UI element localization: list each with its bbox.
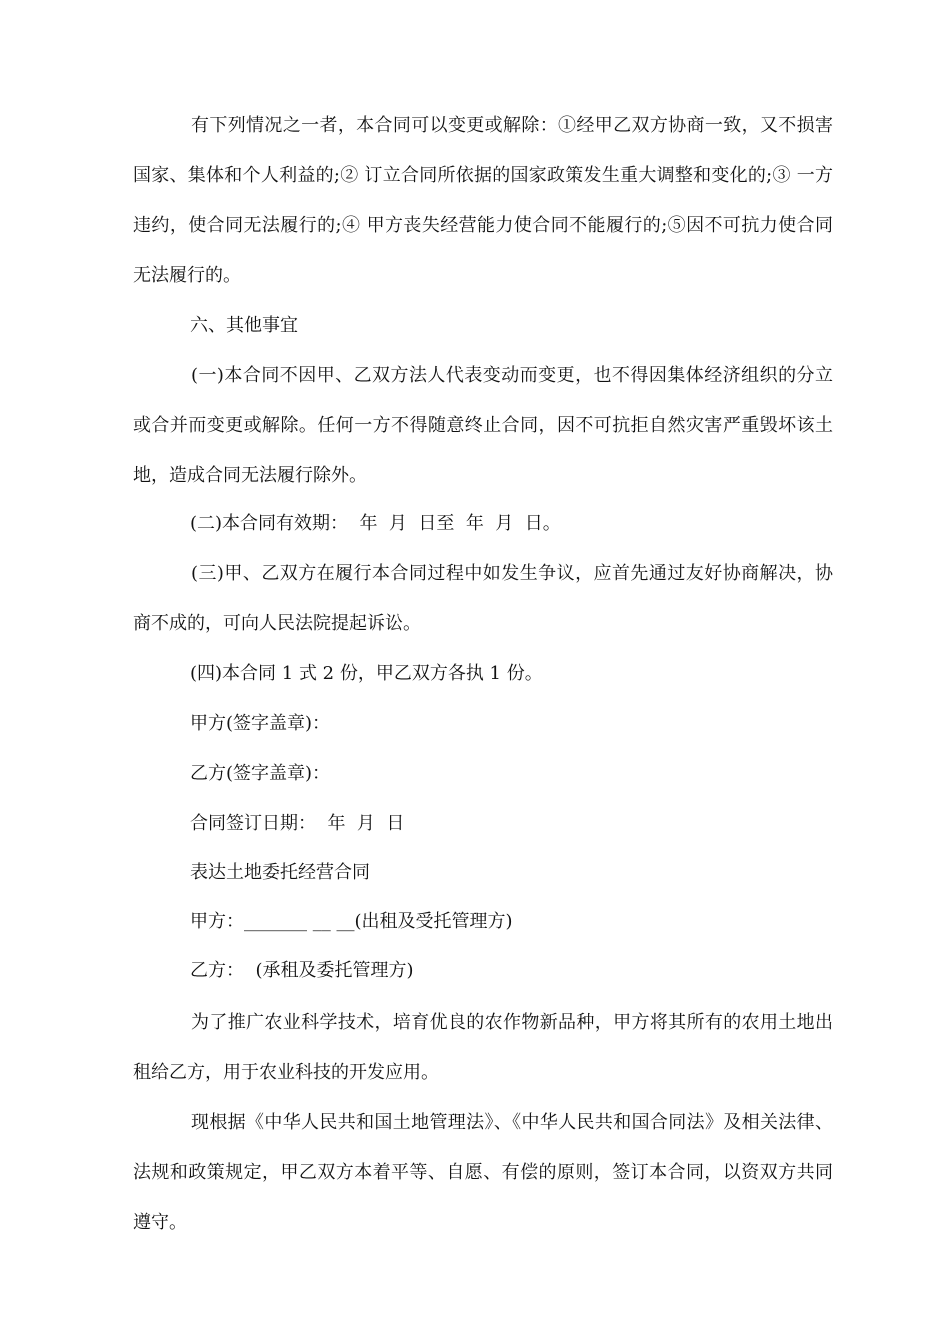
paragraph-clause-2-validity: (二)本合同有效期： 年 月 日至 年 月 日。 xyxy=(190,513,561,534)
party-a-line: 甲方：_______ __ __(出租及受托管理方) xyxy=(190,911,513,932)
paragraph-clause-1: (一)本合同不因甲、乙双方法人代表变动而变更，也不得因集体经济组织的分立或合并而变更或解除。任何一方不得随意终止合同，因不可抗拒自然灾害严重毁坏该土地，造成合同无法履行除外。 xyxy=(133,365,833,486)
party-b-signature-line: 乙方(签字盖章)： xyxy=(190,763,331,784)
signing-date-line: 合同签订日期： 年 月 日 xyxy=(190,813,405,834)
paragraph-change-or-termination: 有下列情况之一者，本合同可以变更或解除：①经甲乙双方协商一致，又不损害国家、集体和个人利益的;② 订立合同所依据的国家政策发生重大调整和变化的;③ 一方违约，使合同无法履行的;④ 甲方丧失经营能力使合同不能履行的;⑤因不可抗力使合同无法履行的。 xyxy=(133,115,833,286)
paragraph-legal-basis: 现根据《中华人民共和国土地管理法》、《中华人民共和国合同法》及相关法律、法规和政策规定，甲乙双方本着平等、自愿、有偿的原则，签订本合同，以资双方共同遵守。 xyxy=(133,1112,833,1233)
paragraph-purpose: 为了推广农业科学技术，培育优良的农作物新品种，甲方将其所有的农用土地出租给乙方，用于农业科技的开发应用。 xyxy=(133,1012,833,1083)
contract-title: 表达土地委托经营合同 xyxy=(190,862,370,883)
party-a-signature-line: 甲方(签字盖章)： xyxy=(190,713,331,734)
party-b-line: 乙方： (承租及委托管理方) xyxy=(190,960,414,981)
paragraph-clause-4-copies: (四)本合同 1 式 2 份，甲乙双方各执 1 份。 xyxy=(190,663,543,684)
paragraph-clause-3-disputes: (三)甲、乙双方在履行本合同过程中如发生争议，应首先通过友好协商解决，协商不成的，可向人民法院提起诉讼。 xyxy=(133,563,833,634)
section-heading-other-matters: 六、其他事宜 xyxy=(190,315,298,336)
